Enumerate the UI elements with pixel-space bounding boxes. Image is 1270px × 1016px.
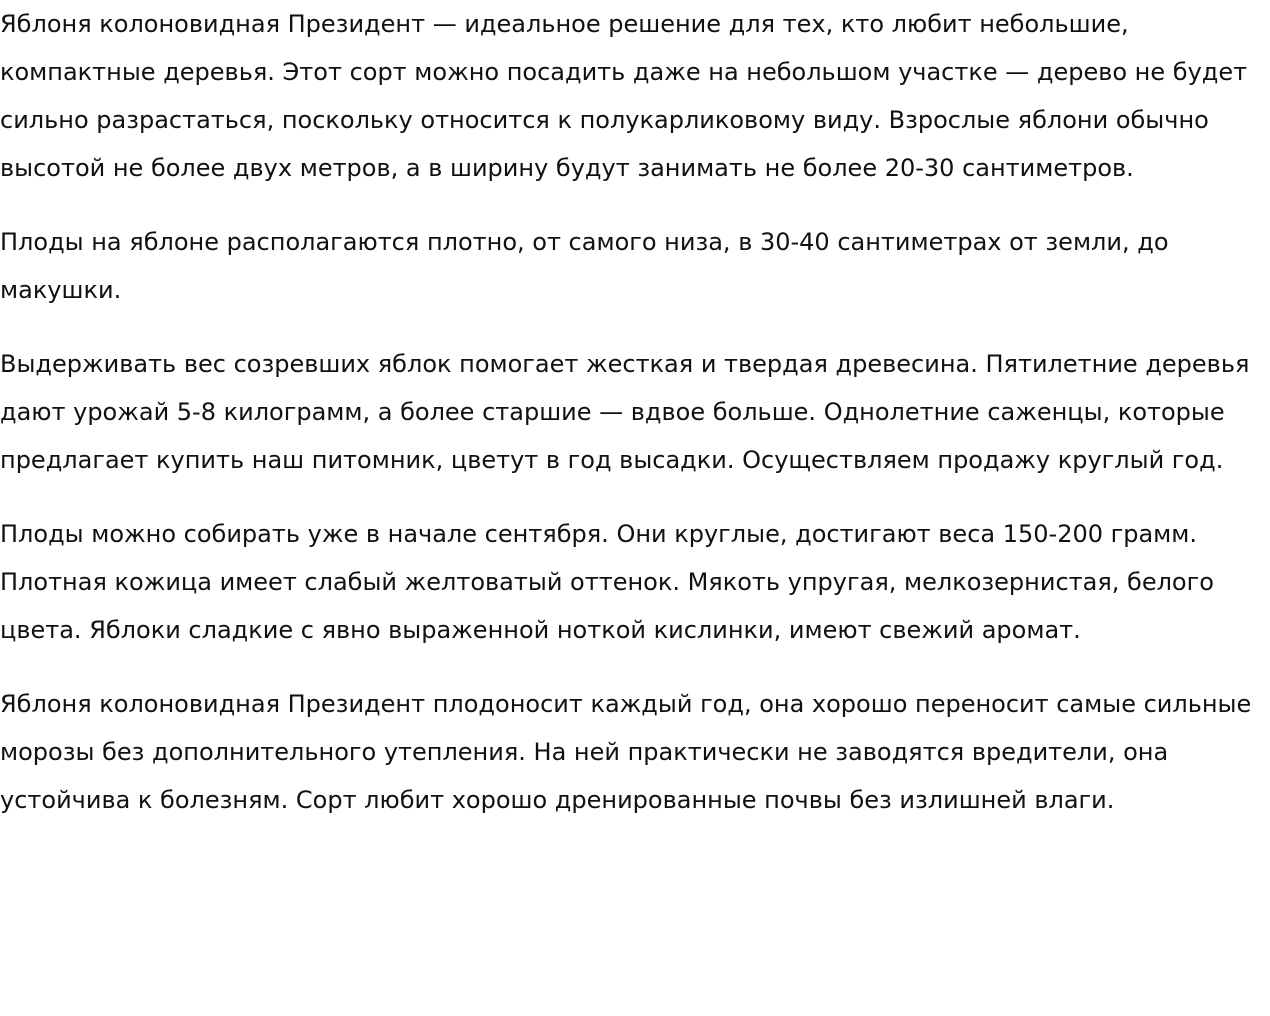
paragraph-fruit-characteristics: Плоды можно собирать уже в начале сентября. Они круглые, достигают веса 150-200 грамм. Плотная кожица имеет слабый желтоватый оттенок. Мякоть упругая, мелкозернистая, белого цвета. Яблоки сладкие с явно выраженной ноткой кислинки, имеют свежий аромат. [0, 520, 1214, 644]
paragraph-hardiness: Яблоня колоновидная Президент плодоносит каждый год, она хорошо переносит самые сильные морозы без дополнительного утепления. На ней практически не заводятся вредители, она устойчива к болезням. Сорт любит хорошо дренированные почвы без излишней влаги. [0, 690, 1252, 814]
paragraph-fruit-placement: Плоды на яблоне располагаются плотно, от самого низа, в 30-40 сантиметрах от земли, до макушки. [0, 228, 1169, 304]
paragraph-description: Яблоня колоновидная Президент — идеальное решение для тех, кто любит небольшие, компактные деревья. Этот сорт можно посадить даже на небольшом участке — дерево не будет сильно разрастаться, поскольку относится к полукарликовому виду. Взрослые яблони обычно высотой не более двух метров, а в ширину будут занимать не более 20-30 сантиметров. [0, 10, 1248, 182]
paragraph-yield: Выдерживать вес созревших яблок помогает жесткая и твердая древесина. Пятилетние деревья дают урожай 5-8 килограмм, а более старшие — вдвое больше. Однолетние саженцы, которые предлагает купить наш питомник, цветут в год высадки. Осуществляем продажу круглый год. [0, 350, 1250, 474]
